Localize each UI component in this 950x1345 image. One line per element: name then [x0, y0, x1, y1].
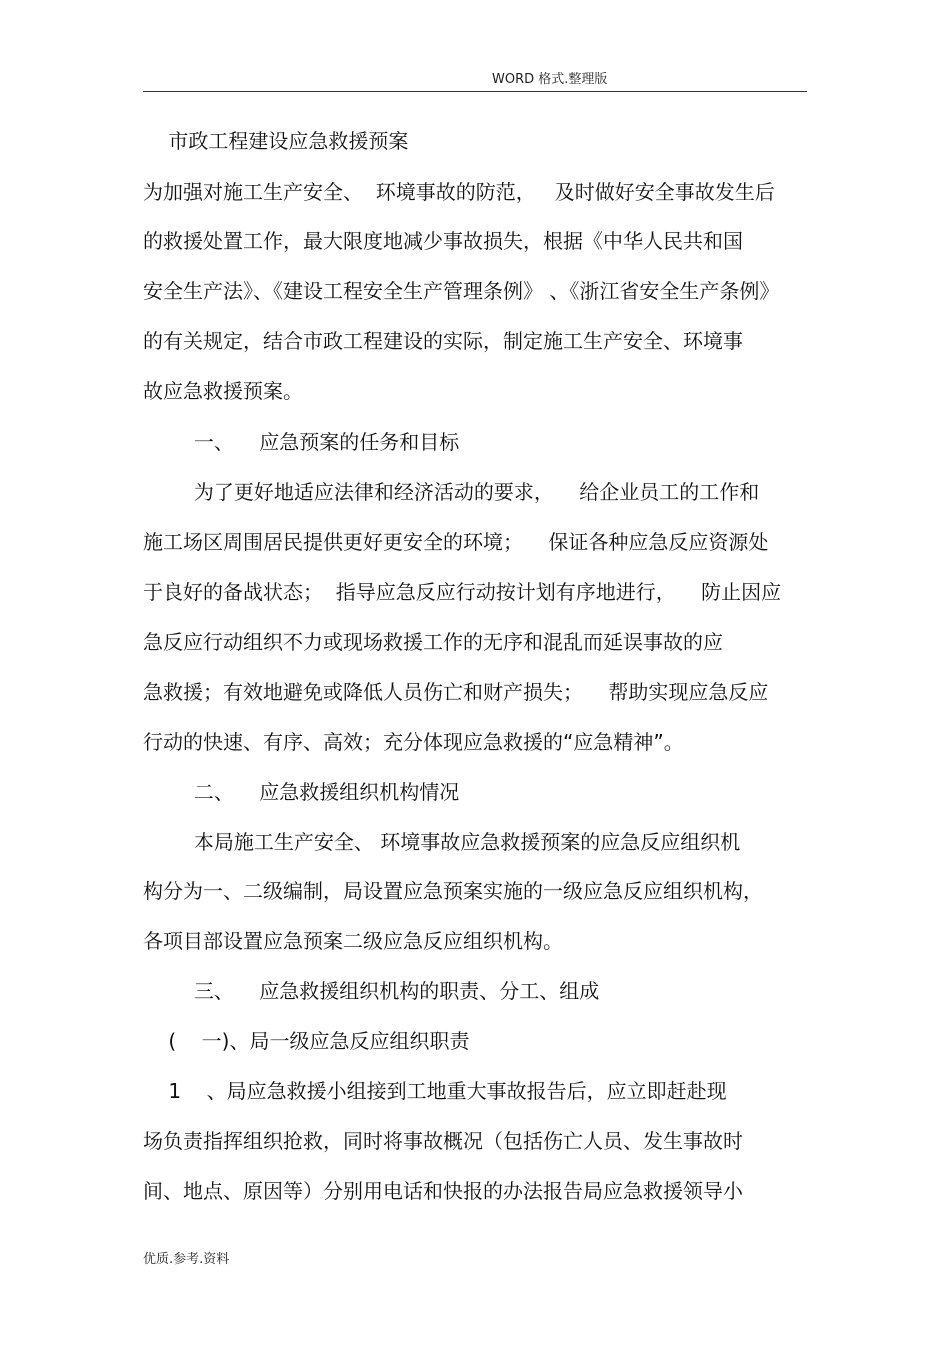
- header-divider: [143, 91, 807, 92]
- body-line: 1 、局应急救援小组接到工地重大事故报告后，应立即赶赴现: [143, 1079, 727, 1103]
- body-line: 急救援；有效地避免或降低人员伤亡和财产损失； 帮助实现应急反应: [143, 680, 769, 704]
- body-line: 构分为一、二级编制，局设置应急预案实施的一级应急反应组织机构，: [143, 879, 763, 903]
- section-heading: 一、 应急预案的任务和目标: [143, 430, 460, 454]
- section-heading: 二、 应急救援组织机构情况: [143, 780, 460, 804]
- document-title: 市政工程建设应急救援预案: [143, 129, 409, 153]
- body-line: 各项目部设置应急预案二级应急反应组织机构。: [143, 929, 563, 953]
- body-line: 故应急救援预案。: [143, 379, 303, 403]
- body-line: 间、地点、原因等）分别用电话和快报的办法报告局应急救援领导小: [143, 1179, 743, 1203]
- body-line: 施工场区周围居民提供更好更安全的环境； 保证各种应急反应资源处: [143, 530, 769, 554]
- body-line: 的有关规定，结合市政工程建设的实际，制定施工生产安全、环境事: [143, 329, 743, 353]
- body-line: 场负责指挥组织抢救，同时将事故概况（包括伤亡人员、发生事故时: [143, 1129, 743, 1153]
- page-footer: 优质.参考.资料: [143, 1252, 230, 1267]
- page-header: WORD 格式.整理版: [492, 72, 608, 87]
- body-line: 行动的快速、有序、高效；充分体现应急救援的“应急精神”。: [143, 730, 684, 754]
- section-heading: 三、 应急救援组织机构的职责、分工、组成: [143, 979, 600, 1003]
- body-line: 急反应行动组织不力或现场救援工作的无序和混乱而延误事故的应: [143, 630, 723, 654]
- body-line: 于良好的备战状态； 指导应急反应行动按计划有序地进行， 防止因应: [143, 580, 782, 604]
- body-line: 安全生产法》、《建设工程安全生产管理条例》 、《浙江省安全生产条例》: [143, 279, 780, 303]
- body-line: 为加强对施工生产安全、 环境事故的防范， 及时做好安全事故发生后: [143, 180, 775, 204]
- body-line: 本局施工生产安全、 环境事故应急救援预案的应急反应组织机: [143, 830, 741, 854]
- body-line: 为了更好地适应法律和经济活动的要求， 给企业员工的工作和: [143, 480, 760, 504]
- body-line: 的救援处置工作，最大限度地减少事故损失，根据《中华人民共和国: [143, 229, 743, 253]
- subsection-heading: ( 一)、局一级应急反应组织职责: [143, 1029, 470, 1053]
